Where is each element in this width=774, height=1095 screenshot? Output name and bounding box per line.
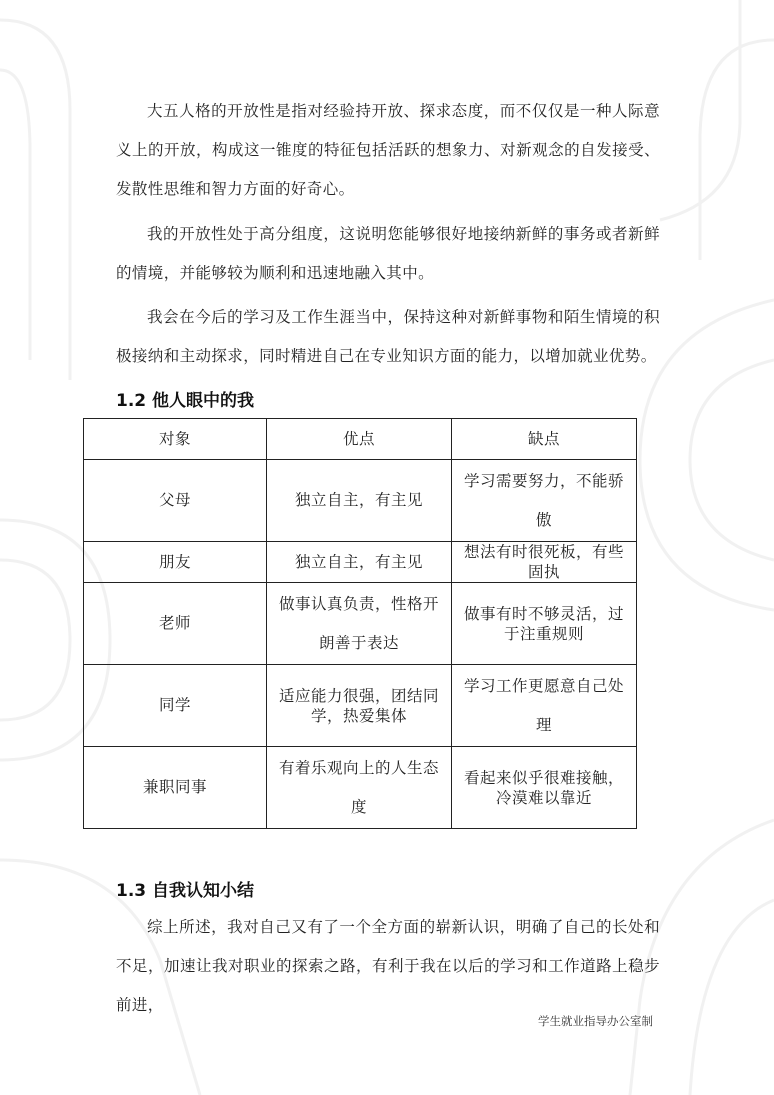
table-row [84,542,637,583]
section-heading-others-view: 1.2 他人眼中的我 [116,391,255,411]
table-row [84,747,637,829]
openness-paragraph-2: 我的开放性处于高分组度，这说明您能够很好地接纳新鲜的事务或者新鲜的情境，并能够较为顺利和迅速地融入其中。 [116,225,660,282]
header-cell-pros: 优点 [267,419,452,460]
footer-office-label: 学生就业指导办公室制 [538,1014,653,1028]
openness-paragraph-3: 我会在今后的学习及工作生涯当中，保持这种对新鲜事物和陌生情境的积极接纳和主动探求，同时精进自己在专业知识方面的能力，以增加就业优势。 [116,308,660,365]
cell-who: 父母 [84,460,267,542]
cell-who: 同学 [84,665,267,747]
cell-who: 兼职同事 [84,747,267,829]
cell-cons: 看起来似乎很难接触，冷漠难以靠近 [452,747,637,829]
cell-cons: 想法有时很死板，有些固执 [452,542,637,583]
cell-who: 老师 [84,583,267,665]
cell-who: 朋友 [84,542,267,583]
cell-pros: 独立自主，有主见 [267,542,452,583]
openness-paragraph-1: 大五人格的开放性是指对经验持开放、探求态度，而不仅仅是一种人际意义上的开放，构成这一锥度的特征包括活跃的想象力、对新观念的自发接受、发散性思维和智力方面的好奇心。 [116,102,660,198]
table-row [84,583,637,665]
header-cell-target: 对象 [84,419,267,460]
section-heading-summary: 1.3 自我认知小结 [116,881,255,901]
cell-cons: 做事有时不够灵活，过于注重规则 [452,583,637,665]
cell-pros: 有着乐观向上的人生态度 [267,747,452,829]
cell-cons: 学习工作更愿意自己处理 [452,665,637,747]
summary-paragraph: 综上所述，我对自己又有了一个全方面的崭新认识，明确了自己的长处和不足，加速让我对职业的探索之路，有利于我在以后的学习和工作道路上稳步前进， [116,918,660,1014]
cell-cons: 学习需要努力，不能骄傲 [452,460,637,542]
others-view-table [83,418,637,829]
cell-pros: 适应能力很强，团结同学，热爱集体 [267,665,452,747]
table-row [84,460,637,542]
cell-pros: 独立自主，有主见 [267,460,452,542]
cell-pros: 做事认真负责，性格开朗善于表达 [267,583,452,665]
table-row [84,665,637,747]
table-header-row [84,419,637,460]
header-cell-cons: 缺点 [452,419,637,460]
